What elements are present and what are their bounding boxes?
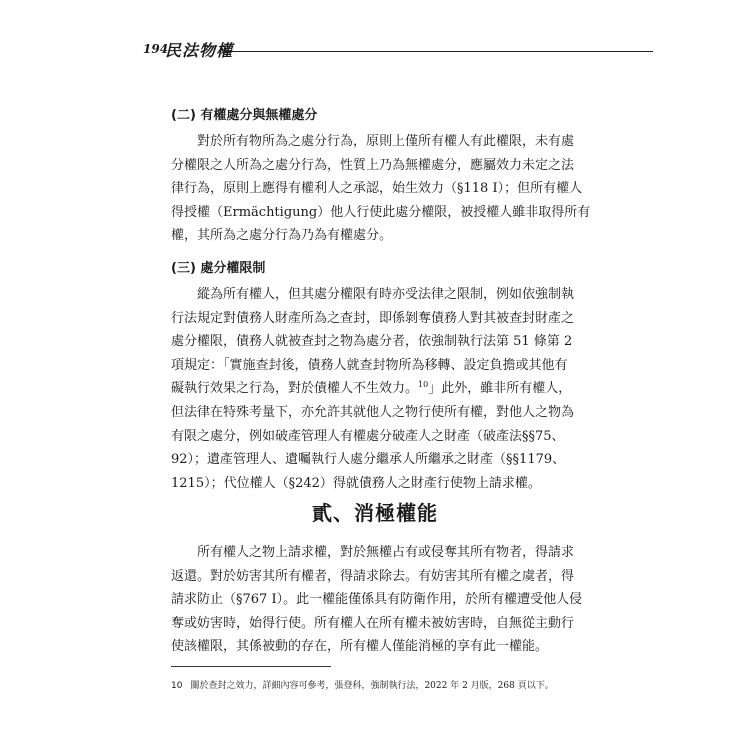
- text-line: 返還。對於妨害其所有權者，得請求除去。有妨害其所有權之虞者，得: [171, 568, 575, 584]
- footnote-number: 10: [171, 681, 183, 691]
- text-line-with-footnote: [171, 377, 578, 401]
- header-rule: [225, 51, 653, 52]
- page-number: 194: [143, 42, 169, 56]
- text-line: 縱為所有權人，但其處分權限有時亦受法律之限制，例如依強制執: [197, 287, 575, 302]
- footnote-reference[interactable]: 10: [418, 380, 429, 390]
- text-line: 奪或妨害時，始得行使。所有權人在所有權未被妨害時，自無從主動行: [171, 615, 575, 631]
- text-line: 項規定：「實施查封後，債務人就查封物所為移轉、設定負擔或其他有: [171, 357, 568, 373]
- text-line: 1215）；代位權人（§242）得就債務人之財產行使物上請求權。: [171, 475, 541, 491]
- subheading-disposition-limits: (三) 處分權限制: [171, 261, 266, 276]
- text-line: 分權限之人所為之處分行為，性質上乃為無權處分，應屬效力未定之法: [171, 157, 575, 173]
- footnote-rule: [171, 666, 331, 667]
- text-line: 但法律在特殊考量下，亦允許其就他人之物行使所有權，對他人之物為: [171, 404, 575, 420]
- text-line: 使該權限，其係被動的存在，所有權人僅能消極的享有此一權能。: [171, 639, 549, 655]
- text-line: 有限之處分，例如破產管理人有權處分破產人之財產（破產法§§75、: [171, 428, 565, 444]
- text-line: 得授權（Ermächtigung）他人行使此處分權限，被授權人雖非取得所有: [171, 204, 591, 220]
- text-line: 請求防止（§767 I）。此一權能僅係具有防衛作用，於所有權遭受他人侵: [171, 592, 583, 608]
- paragraph-disposition-limits: [171, 283, 578, 495]
- section-heading-negative-powers: 貳、消極權能: [312, 501, 438, 525]
- text-line: 權，其所為之處分行為乃為有權處分。: [171, 228, 393, 244]
- text-segment: 」此外，雖非所有權人，: [428, 381, 572, 397]
- running-header: [143, 38, 653, 60]
- book-title: 民法物權: [165, 41, 234, 60]
- text-line: 所有權人之物上請求權，對於無權占有或侵奪其所有物者，得請求: [197, 545, 575, 560]
- text-line: 行法規定對債務人財產所為之查封，即係剝奪債務人對其被查封財產之: [171, 310, 575, 326]
- text-line: 92）；遺產管理人、遺囑執行人處分繼承人所繼承之財產（§§1179、: [171, 452, 566, 468]
- subheading-authorized-disposition: (二) 有權處分與無權處分: [171, 108, 318, 123]
- text-line: 對於所有物所為之處分行為，原則上僅所有權人有此權限，未有處: [197, 134, 575, 149]
- paragraph-negative-powers: [171, 541, 583, 659]
- text-segment: 礙執行效果之行為，對於債權人不生效力。: [171, 381, 419, 397]
- text-line: 處分權限，債務人就被查封之物為處分者，依強制執行法第 51 條第 2: [171, 334, 573, 350]
- text-line: 律行為，原則上應得有權利人之承認，始生效力（§118 I）；但所有權人: [171, 181, 583, 197]
- footnote-text: 關於查封之效力，詳細內容可參考，張登科，強制執行法，2022 年 2 月版，268 頁以下。: [190, 681, 554, 691]
- paragraph-authorized-disposition: [171, 130, 591, 248]
- footnote: [171, 678, 591, 691]
